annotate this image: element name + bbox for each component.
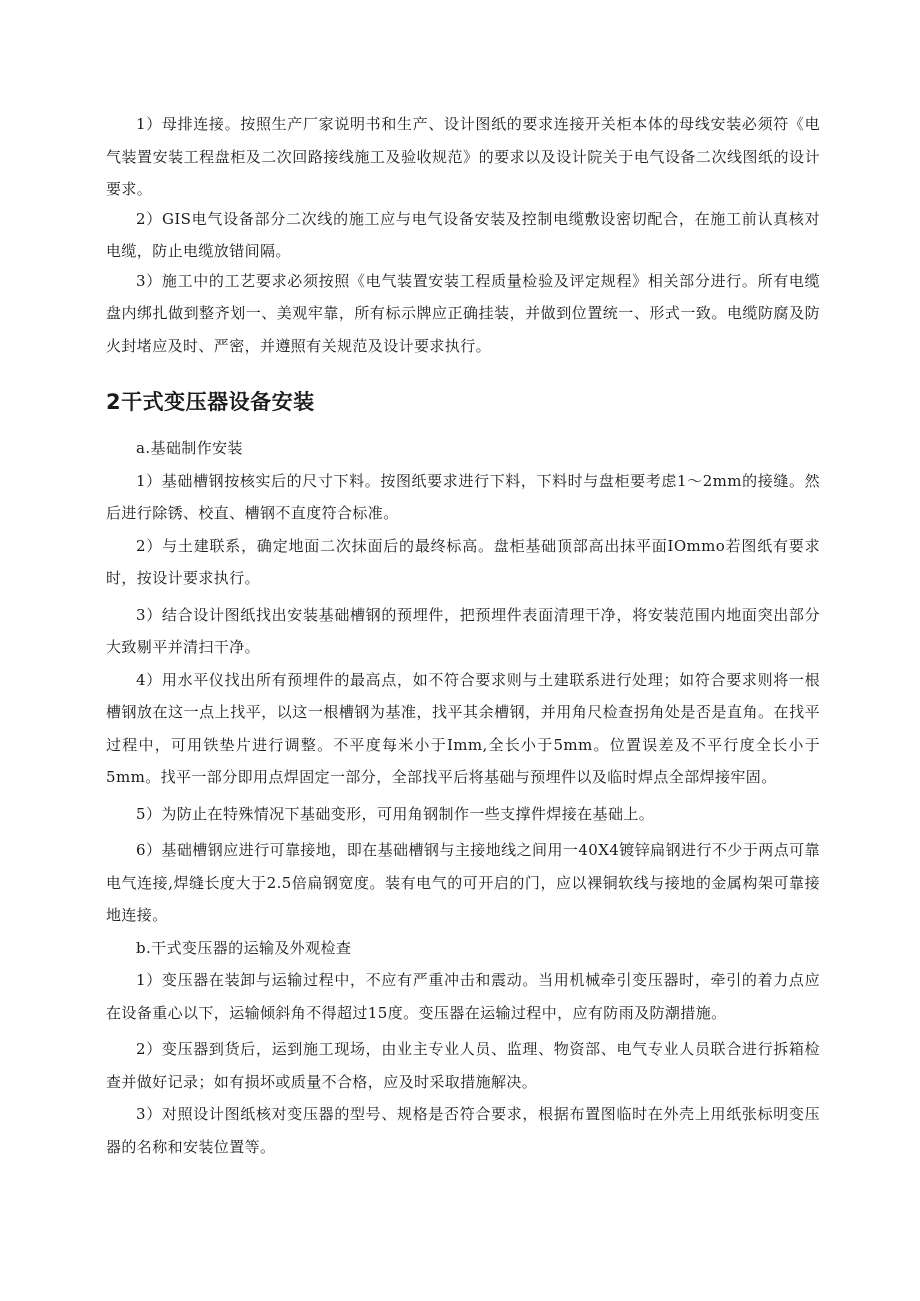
paragraph-a2: 2）与土建联系，确定地面二次抹面后的最终标高。盘柜基础顶部高出抹平面IOmmo若图纸有要求时，按设计要求执行。 [106,536,820,587]
paragraph-a4: 4）用水平仪找出所有预埋件的最高点，如不符合要求则与土建联系进行处理；如符合要求则将一根槽钢放在这一点上找平，以这一根槽钢为基准，找平其余槽钢，并用角尺检查拐角处是否是直角。在找平过程中，可用铁垫片进行调整。不平度每米小于Imm,全长小于5mm。位置误差及不平行度全长小于5mm。找平一部分即用点焊固定一部分，全部找平后将基础与预埋件以及临时焊点全部焊接牢固。 [106,670,820,786]
paragraph-a3: 3）结合设计图纸找出安装基础槽钢的预埋件，把预埋件表面清理干净，将安装范围内地面突出部分大致剔平并清扫干净。 [106,605,820,656]
subsection-a-title: a.基础制作安装 [136,439,243,457]
paragraph-a5: 5）为防止在特殊情况下基础变形，可用角钢制作一些支撑件焊接在基础上。 [136,804,655,823]
paragraph-process-requirements: 3）施工中的工艺要求必须按照《电气装置安装工程质量检验及评定规程》相关部分进行。所有电缆盘内绑扎做到整齐划一、美观牢靠，所有标示牌应正确挂装，并做到位置统一、形式一致。电缆防腐及防火封堵应及时、严密，并遵照有关规范及设计要求执行。 [106,271,820,355]
paragraph-busbar-connection: 1）母排连接。按照生产厂家说明书和生产、设计图纸的要求连接开关柜本体的母线安装必须符《电气装置安装工程盘柜及二次回路接线施工及验收规范》的要求以及设计院关于电气设备二次线图纸的设计要求。 [106,115,820,198]
paragraph-a1: 1）基础槽钢按核实后的尺寸下料。按图纸要求进行下料，下料时与盘柜要考虑1～2mm的接缝。然后进行除锈、校直、槽钢不直度符合标准。 [106,471,820,522]
paragraph-b3: 3）对照设计图纸核对变压器的型号、规格是否符合要求，根据布置图临时在外壳上用纸张标明变压器的名称和安装位置等。 [106,1105,820,1156]
paragraph-a6: 6）基础槽钢应进行可靠接地，即在基础槽钢与主接地线之间用一40X4镀锌扁钢进行不少于两点可靠电气连接,焊缝长度大于2.5倍扁钢宽度。装有电气的可开启的门，应以裸铜软线与接地的金属构架可靠接地连接。 [106,841,820,924]
paragraph-b1: 1）变压器在装卸与运输过程中，不应有严重冲击和震动。当用机械牵引变压器时，牵引的着力点应在设备重心以下，运输倾斜角不得超过15度。变压器在运输过程中，应有防雨及防潮措施。 [106,971,820,1022]
paragraph-b2: 2）变压器到货后，运到施工现场，由业主专业人员、监理、物资部、电气专业人员联合进行拆箱检查并做好记录；如有损坏或质量不合格，应及时采取措施解决。 [106,1040,820,1091]
paragraph-gis-secondary-wiring: 2）GIS电气设备部分二次线的施工应与电气设备安装及控制电缆敷设密切配合，在施工前认真核对电缆，防止电缆放错间隔。 [106,209,820,260]
section-heading: 2干式变压器设备安装 [106,390,315,414]
subsection-b-title: b.干式变压器的运输及外观检查 [136,938,352,957]
